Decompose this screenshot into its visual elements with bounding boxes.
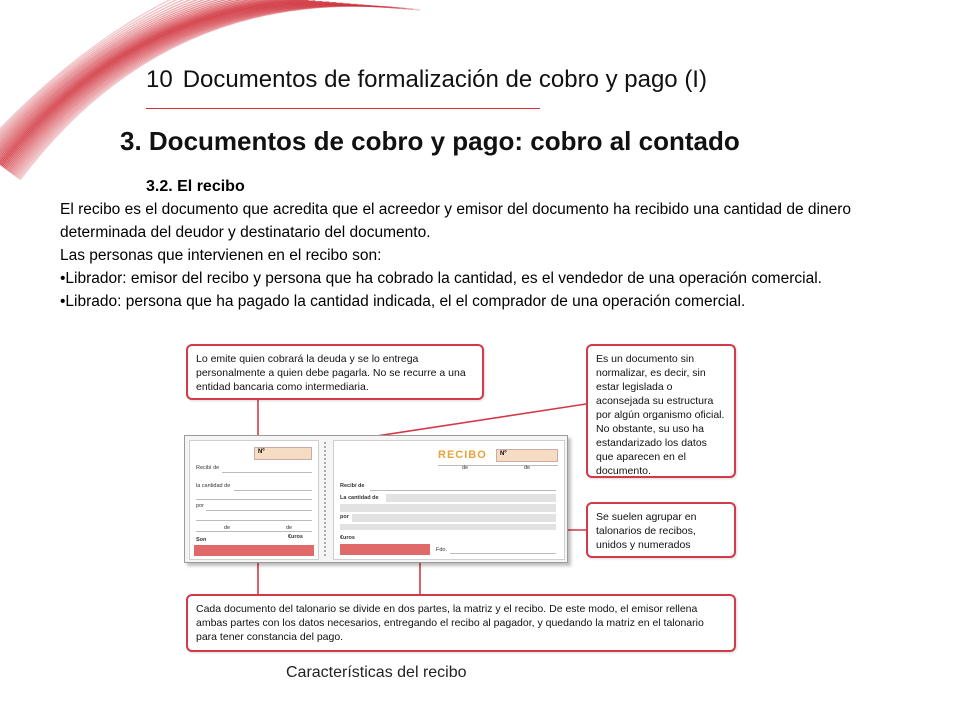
chapter-number: 10 [146,66,173,93]
callout-talonarios: Se suelen agrupar en talonarios de recibos, unidos y numerados [586,502,736,558]
stub-number-label: Nº [258,449,265,455]
receipt-illustration [184,435,568,563]
main-por-field-2 [340,524,556,530]
main-number-label: Nº [500,451,507,457]
stub-line [196,531,312,532]
main-de-1: de [462,465,469,471]
stub-recibi-de: Recibí de [196,465,220,471]
stub-line [196,499,312,500]
stub-cantidad: la cantidad de [196,483,231,489]
paragraph-definition: El recibo es el documento que acredita que el acreedor y emisor del documento ha recibido una cantidad de dinero determinada del deudor y destinatario del documento. [60,201,851,241]
main-cantidad-field [386,494,556,502]
receipt-main [333,440,565,560]
bullet-librado: •Librado: persona que ha pagado la cantidad indicada, el el comprador de una operación comercial. [60,293,746,310]
bullet-librador: •Librador: emisor del recibo y persona que ha cobrado la cantidad, es el vendedor de una operación comercial. [60,270,822,287]
main-por-field [352,514,556,522]
stub-line [206,510,312,511]
main-firma: Fdo. [436,547,448,553]
subsection-title: 3.2. El recibo [146,178,245,195]
stub-line [196,520,312,521]
perforation-line [324,442,326,556]
main-por: por [340,514,349,520]
callout-normalizacion: Es un documento sin normalizar, es decir, sin estar legislada o aconsejada su estructura por algún organismo oficial. No obstante, su uso ha estandarizado los datos que aparecen en el documento. [586,344,736,478]
paragraph-intro: Las personas que intervienen en el recibo son: [60,247,382,264]
main-recibi-de: Recibí de [340,483,365,489]
section-title: 3. Documentos de cobro y pago: cobro al contado [120,126,740,156]
stub-line [222,472,312,473]
stub-line [234,490,312,491]
callout-matriz-recibo: Cada documento del talonario se divide en dos partes, la matriz y el recibo. De este modo, el emisor rellena ambas partes con los datos necesarios, entregando el recibo al pagador, y quedando la matriz en el talonario para tener constancia del pago. [186,594,736,652]
callout-emision: Lo emite quien cobrará la deuda y se lo entrega personalmente a quien debe pagarla. No se recurre a una entidad bancaria como intermediaria. [186,344,484,400]
main-line [450,553,556,554]
main-cantidad: La cantidad de [340,495,379,501]
stub-de-2: de [286,525,293,531]
main-line [438,465,558,466]
stub-euros: €uros [288,534,303,540]
stub-amount-bar [194,545,314,556]
main-line [370,490,556,491]
main-cantidad-field-2 [340,504,556,512]
main-amount-bar [340,544,430,555]
main-de-2: de [524,465,531,471]
stub-de-1: de [224,525,231,531]
main-euros: €uros [340,535,355,541]
receipt-stub [189,440,319,560]
stub-number-box [254,447,312,460]
stub-por: por [196,503,204,509]
figure-caption: Características del recibo [286,664,467,681]
main-number-box [496,449,558,462]
receipt-title: RECIBO [438,449,487,461]
stub-son: Son [196,537,207,543]
chapter-title: Documentos de formalización de cobro y pago (I) [182,66,707,93]
